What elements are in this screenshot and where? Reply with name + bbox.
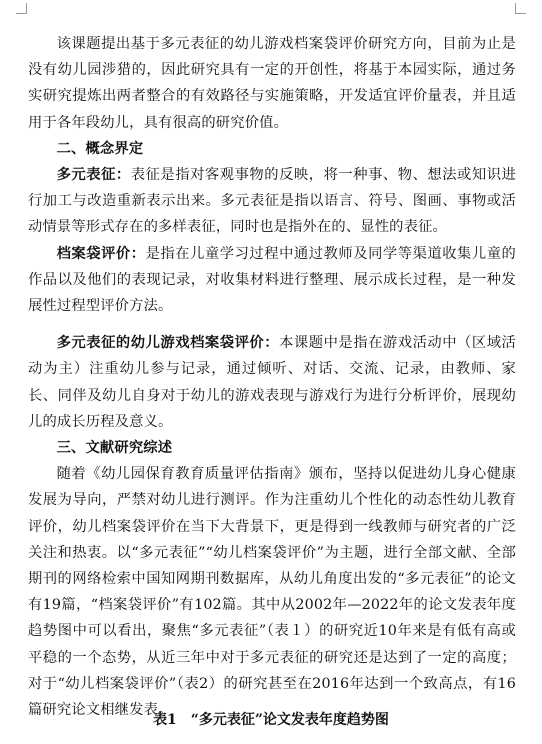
intro-paragraph: 该课题提出基于多元表征的幼儿游戏档案袋评价研究方向，目前为止是没有幼儿园涉猎的，因此研究具有一定的开创性，将基于本园实际，通过务实研究提炼出两者整合的有效路径与实施策略，开发适宜评价量表，并且适用于各年段幼儿，具有很高的研究价值。 (28, 36, 516, 131)
definition-term: 档案袋评价： (56, 245, 146, 262)
margin-corner-mark-right (515, 3, 526, 14)
definition-game-portfolio-assessment (28, 330, 516, 435)
section-heading-literature-review: 三、文献研究综述 (56, 440, 173, 457)
literature-review-paragraph: 随着《幼儿园保育教育质量评估指南》颁布，坚持以促进幼儿身心健康发展为导向，严禁对幼儿进行测评。作为注重幼儿个性化的动态性幼儿教育评价，幼儿档案袋评价在当下大背景下，更是得到一线教师与研究者的广泛关注和热衷。以“多元表征”“幼儿档案袋评价”为主题，进行全部文献、全部期刊的网络检索中国知网期刊数据库，从幼儿角度出发的“多元表征”的论文有19篇，“档案袋评价”有102篇。其中从2002年—2022年的论文发表年度趋势图中可以看出，聚焦“多元表征”（表１）的研究近10年来是有低有高或平稳的一个态势，从近三年中对于多元表征的研究还是达到了一定的高度；对于“幼儿档案袋评价”（表2）的研究甚至在2016年达到一个致高点，有16篇研究论文相继发表。 (28, 466, 516, 719)
margin-corner-mark-left (16, 3, 27, 14)
definition-text: 是指在儿童学习过程中通过教师及同学等渠道收集儿童的作品以及他们的表现记录，对收集材料进行整理、展示成长过程，是一种发展性过程型评价方法。 (28, 245, 517, 315)
definition-portfolio-assessment (28, 241, 516, 320)
definition-text: 本课题中是指在游戏活动中（区域活动为主）注重幼儿参与记录，通过倾听、对话、交流、记录，由教师、家长、同伴及幼儿自身对于幼儿的游戏表现与游戏行为进行分析评价，展现幼儿的成长历程及意义。 (28, 335, 516, 430)
document-body (28, 31, 516, 723)
section-heading-concepts: 二、概念界定 (56, 140, 144, 157)
definition-multiple-representation (28, 162, 516, 241)
definition-term: 多元表征的幼儿游戏档案袋评价： (56, 335, 280, 352)
table-caption: 表1 “多元表征”论文发表年度趋势图 (153, 712, 389, 728)
definition-term: 多元表征： (56, 167, 131, 184)
definition-text: 表征是指对客观事物的反映，将一种事、物、想法或知识进行加工与改造重新表示出来。多元表征是指以语言、符号、图画、事物或活动情景等形式存在的多样表征，同时也是指外在的、显性的表征。 (28, 167, 517, 236)
